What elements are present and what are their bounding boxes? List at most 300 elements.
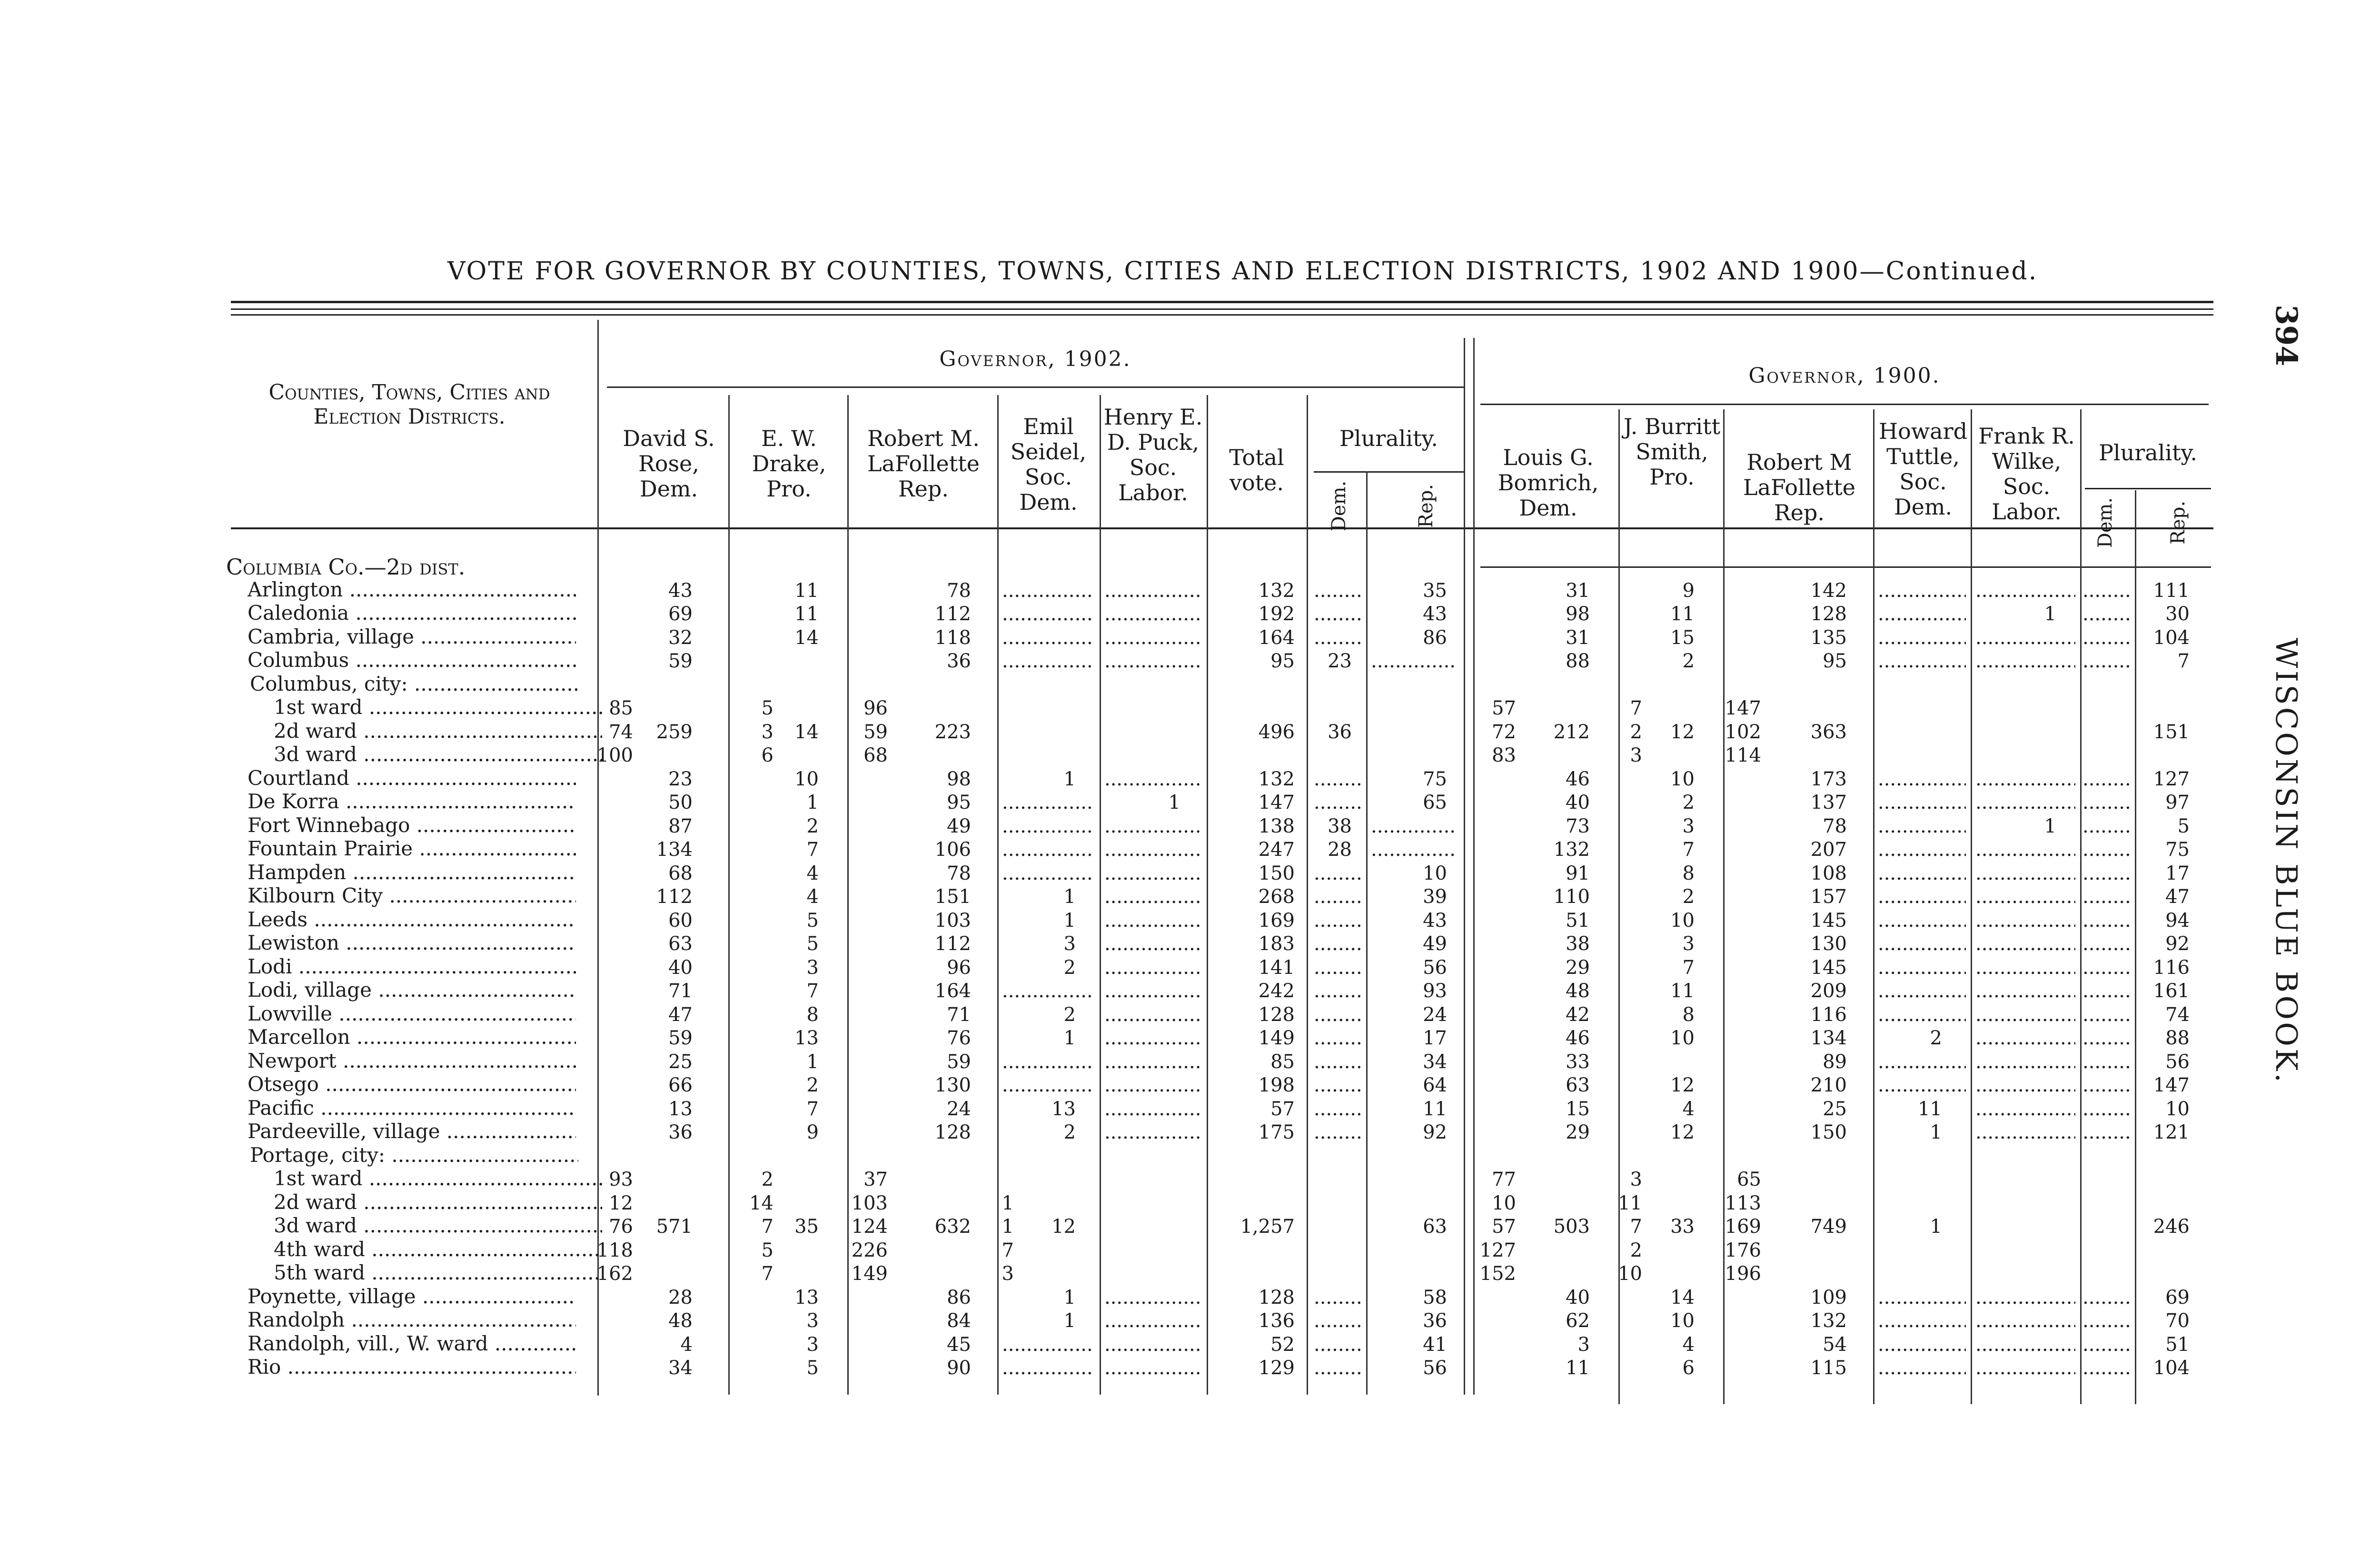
bomrich-header: Louis G. Bomrich, Dem. <box>1497 445 1599 521</box>
cell-bomrich: 48 <box>1566 980 1590 1002</box>
cell-total: 132 <box>1258 579 1295 602</box>
table-row <box>0 1051 2380 1075</box>
leader-dots <box>2082 862 2130 884</box>
cell-p00rep: 147 <box>2153 1074 2190 1096</box>
leader-dots <box>1002 980 1092 1002</box>
ward-cell-laf00_w: 65 <box>1737 1169 1761 1190</box>
ward-cell-laf02_w: 37 <box>863 1169 888 1190</box>
cell-pdem: 23 <box>1328 650 1352 672</box>
cell-total: 132 <box>1258 768 1295 790</box>
leader-dots <box>2082 1027 2130 1049</box>
cell-rose: 60 <box>668 909 693 932</box>
leader-dots <box>1002 1334 1092 1356</box>
cell-p00rep: 70 <box>2165 1310 2190 1332</box>
cell-seidel: 1 <box>1063 1310 1076 1332</box>
ward-cell-laf00_w: 196 <box>1725 1263 1761 1285</box>
cell-drake: 13 <box>794 1027 819 1049</box>
leader-dots <box>1314 603 1361 625</box>
ward-cell-rose_w: 76 <box>609 1216 633 1238</box>
leader-dots <box>1878 980 1966 1002</box>
cell-smith: 2 <box>1682 650 1695 672</box>
cell-rose: 134 <box>656 839 693 861</box>
cell-drake: 13 <box>794 1286 819 1308</box>
cell-p00rep: 10 <box>2165 1098 2190 1120</box>
district-name: 3d ward ..... <box>274 743 602 766</box>
cell-smith: 9 <box>1682 579 1695 602</box>
ward-cell-bomrich_w: 10 <box>1492 1192 1516 1214</box>
cell-laf02: 84 <box>947 1310 971 1332</box>
district-name: 3d ward ..... <box>274 1214 602 1237</box>
ward-cell-laf02_w: 103 <box>851 1192 888 1214</box>
table-row <box>0 674 2380 698</box>
cell-drake: 11 <box>794 579 819 602</box>
cell-tuttle: 11 <box>1918 1098 1942 1120</box>
leader-dots <box>1104 886 1202 908</box>
table-row <box>0 815 2380 839</box>
district-name: 5th ward ..... <box>274 1261 602 1284</box>
cell-prep: 56 <box>1423 1357 1447 1379</box>
header-bottom-rule <box>231 527 2213 529</box>
leader-dots <box>1975 862 2075 884</box>
leader-dots <box>1878 603 1966 625</box>
table-row <box>0 1331 2380 1358</box>
cell-drake: 11 <box>794 603 819 625</box>
plurality-1902-rep-header: Rep. <box>1415 484 1438 528</box>
cell-rose: 13 <box>668 1098 693 1120</box>
cell-seidel: 2 <box>1063 1003 1076 1026</box>
cell-drake: 4 <box>806 862 819 884</box>
cell-total: 242 <box>1258 980 1295 1002</box>
district-name: Columbus, city: ..... <box>250 672 578 695</box>
lafollette-1902-header: Robert M. LaFollette Rep. <box>867 426 980 502</box>
leader-dots <box>1104 627 1202 649</box>
cell-rose: 59 <box>668 1027 693 1049</box>
cell-laf00: 135 <box>1810 626 1847 649</box>
district-name: Marcellon ..... <box>248 1025 576 1049</box>
leader-dots <box>2082 603 2130 625</box>
leader-dots <box>1104 1357 1202 1379</box>
cell-rose: 47 <box>668 1003 693 1026</box>
cell-drake: 1 <box>806 1050 819 1073</box>
group-rule-1900 <box>1480 404 2209 405</box>
ward-cell-rose_w: 85 <box>609 697 633 719</box>
cell-total: 1,257 <box>1240 1216 1295 1238</box>
table-row <box>0 1357 2380 1381</box>
ward-cell-smith_w: 10 <box>1618 1263 1642 1285</box>
table-row <box>0 907 2380 933</box>
leader-dots <box>1002 603 1092 625</box>
cell-total: 150 <box>1258 862 1295 884</box>
leader-dots <box>1878 1357 1966 1379</box>
cell-laf00: 209 <box>1810 980 1847 1002</box>
cell-laf00: 210 <box>1810 1074 1847 1096</box>
leader-dots <box>2082 650 2130 672</box>
district-name: Courtland ..... <box>248 766 576 790</box>
leader-dots <box>1002 1074 1092 1096</box>
cell-prep: 41 <box>1423 1333 1447 1356</box>
cell-laf00: 116 <box>1810 1003 1847 1026</box>
cell-total: 164 <box>1258 626 1295 649</box>
cell-prep: 92 <box>1423 1121 1447 1143</box>
cell-p00rep: 92 <box>2165 933 2190 955</box>
leader-dots <box>1104 580 1202 602</box>
cell-laf00: 109 <box>1810 1286 1847 1308</box>
cell-smith: 10 <box>1670 909 1695 932</box>
cell-bomrich: 42 <box>1566 1003 1590 1026</box>
table-row <box>0 1284 2380 1310</box>
table-row <box>0 1027 2380 1051</box>
cell-laf00: 749 <box>1810 1216 1847 1238</box>
ward-cell-laf00_w: 169 <box>1725 1216 1761 1238</box>
table-row <box>0 1169 2380 1192</box>
cell-drake: 9 <box>806 1121 819 1143</box>
page-number: 394 <box>2269 305 2304 367</box>
plurality-rule-1902 <box>1314 471 1464 473</box>
cell-seidel: 1 <box>1063 1286 1076 1308</box>
cell-laf02: 118 <box>934 626 971 649</box>
cell-p00rep: 69 <box>2165 1286 2190 1308</box>
cell-laf02: 112 <box>934 603 971 625</box>
cell-seidel: 1 <box>1063 909 1076 932</box>
leader-dots <box>1975 839 2075 861</box>
cell-prep: 43 <box>1423 909 1447 932</box>
cell-prep: 56 <box>1423 956 1447 979</box>
cell-rose: 87 <box>668 815 693 837</box>
cell-bomrich: 110 <box>1553 886 1590 908</box>
table-row <box>0 768 2380 792</box>
leader-dots <box>1314 1310 1361 1332</box>
leader-dots <box>1314 957 1361 979</box>
leader-dots <box>1975 1287 2075 1308</box>
cell-total: 247 <box>1258 839 1295 861</box>
leader-dots <box>1975 1121 2075 1143</box>
leader-dots <box>2082 886 2130 908</box>
cell-laf02: 36 <box>947 650 971 672</box>
cell-rose: 259 <box>656 721 693 743</box>
cell-drake: 35 <box>794 1216 819 1238</box>
cell-smith: 11 <box>1670 603 1695 625</box>
leader-dots <box>2082 627 2130 649</box>
cell-smith: 3 <box>1682 815 1695 837</box>
leader-dots <box>1002 792 1092 813</box>
table-row <box>0 744 2380 768</box>
leader-dots <box>1878 1334 1966 1356</box>
cell-laf02: 78 <box>947 862 971 884</box>
cell-p00rep: 17 <box>2165 862 2190 884</box>
leader-dots <box>1975 627 2075 649</box>
leader-dots <box>2082 1334 2130 1356</box>
cell-prep: 49 <box>1423 933 1447 955</box>
cell-smith: 3 <box>1682 933 1695 955</box>
cell-drake: 5 <box>806 933 819 955</box>
cell-pdem: 38 <box>1328 815 1352 837</box>
cell-drake: 4 <box>806 886 819 908</box>
leader-dots <box>1975 792 2075 813</box>
cell-puck: 1 <box>1168 792 1180 813</box>
leader-dots <box>1314 862 1361 884</box>
cell-laf00: 54 <box>1823 1333 1847 1356</box>
ward-cell-bomrich_w: 77 <box>1492 1169 1516 1190</box>
cell-laf00: 134 <box>1810 1027 1847 1049</box>
leader-dots <box>1371 815 1457 837</box>
county-name: Columbia Co.—2d dist. <box>226 554 466 580</box>
table-row <box>0 624 2380 651</box>
leader-dots <box>1002 650 1092 672</box>
book-title: WISCONSIN BLUE BOOK. <box>2269 638 2304 1085</box>
leader-dots <box>2082 957 2130 979</box>
plurality-rule-1900 <box>2085 488 2211 489</box>
table-row <box>0 697 2380 721</box>
cell-prep: 65 <box>1423 792 1447 813</box>
ward-cell-drake_w: 6 <box>761 744 774 766</box>
district-name: Columbus ..... <box>248 648 576 672</box>
cell-rose: 4 <box>680 1333 693 1356</box>
leader-dots <box>1104 839 1202 861</box>
district-name: Lodi, village ..... <box>248 978 576 1001</box>
leader-dots <box>1104 933 1202 955</box>
leader-dots <box>1878 1004 1966 1026</box>
district-name: Pardeeville, village ..... <box>248 1120 576 1143</box>
cell-smith: 10 <box>1670 1027 1695 1049</box>
leader-dots <box>1104 650 1202 672</box>
cell-prep: 34 <box>1423 1050 1447 1073</box>
cell-rose: 69 <box>668 603 693 625</box>
leader-dots <box>1002 839 1092 861</box>
leader-dots <box>1104 1051 1202 1073</box>
cell-p00rep: 127 <box>2153 768 2190 790</box>
table-row <box>0 1239 2380 1263</box>
ward-cell-laf02_w: 68 <box>863 744 888 766</box>
cell-prep: 24 <box>1423 1003 1447 1026</box>
cell-drake: 2 <box>806 1074 819 1096</box>
plurality-1902-dem-header: Dem. <box>1328 480 1350 532</box>
cell-prep: 39 <box>1423 886 1447 908</box>
district-name: De Korra ..... <box>248 790 576 813</box>
cell-prep: 35 <box>1423 579 1447 602</box>
cell-laf02: 164 <box>934 980 971 1002</box>
ward-cell-smith_w: 7 <box>1630 697 1642 719</box>
ward-cell-rose_w: 74 <box>609 721 633 743</box>
cell-drake: 2 <box>806 815 819 837</box>
leader-dots <box>2082 1121 2130 1143</box>
district-name: Lodi ..... <box>248 955 576 978</box>
cell-tuttle: 1 <box>1930 1121 1942 1143</box>
table-row <box>0 1145 2380 1169</box>
cell-p00rep: 246 <box>2153 1216 2190 1238</box>
leader-dots <box>2082 1074 2130 1096</box>
table-row <box>0 886 2380 910</box>
cell-total: 268 <box>1258 886 1295 908</box>
ward-cell-drake_w: 2 <box>761 1169 774 1190</box>
cell-rose: 48 <box>668 1310 693 1332</box>
leader-dots <box>1314 1004 1361 1026</box>
ward-cell-drake_w: 3 <box>761 721 774 743</box>
cell-prep: 64 <box>1423 1074 1447 1096</box>
cell-smith: 15 <box>1670 626 1695 649</box>
cell-p00rep: 111 <box>2153 579 2190 602</box>
cell-drake: 5 <box>806 1357 819 1379</box>
ward-cell-seidel_w: 3 <box>1002 1263 1014 1285</box>
leader-dots <box>1975 1074 2075 1096</box>
cell-total: 128 <box>1258 1286 1295 1308</box>
cell-seidel: 1 <box>1063 768 1076 790</box>
cell-prep: 86 <box>1423 626 1447 649</box>
cell-prep: 63 <box>1423 1216 1447 1238</box>
plurality-1900-header: Plurality. <box>2098 440 2198 466</box>
county-heading-row <box>0 556 2380 580</box>
table-row <box>0 1121 2380 1145</box>
ward-cell-laf02_w: 96 <box>863 697 888 719</box>
leader-dots <box>1104 768 1202 790</box>
cell-drake: 7 <box>806 839 819 861</box>
leader-dots <box>1104 1310 1202 1332</box>
leader-dots <box>1314 980 1361 1002</box>
leader-dots <box>1878 957 1966 979</box>
ward-cell-drake_w: 14 <box>749 1192 774 1214</box>
cell-bomrich: 29 <box>1566 1121 1590 1143</box>
leader-dots <box>1314 1334 1361 1356</box>
table-row <box>0 1263 2380 1287</box>
district-name: 2d ward ..... <box>274 1190 602 1214</box>
cell-tuttle: 1 <box>1930 1216 1942 1238</box>
cell-total: 85 <box>1270 1050 1295 1073</box>
ward-cell-laf02_w: 226 <box>851 1239 888 1261</box>
cell-smith: 8 <box>1682 862 1695 884</box>
cell-laf00: 142 <box>1810 579 1847 602</box>
cell-total: 57 <box>1270 1098 1295 1120</box>
cell-total: 198 <box>1258 1074 1295 1096</box>
cell-p00rep: 5 <box>2177 815 2190 837</box>
leader-dots <box>1878 862 1966 884</box>
governor-1900-header: Governor, 1900. <box>1748 364 1941 388</box>
ward-cell-drake_w: 7 <box>761 1263 774 1285</box>
cell-total: 175 <box>1258 1121 1295 1143</box>
leader-dots <box>1878 792 1966 813</box>
cell-wilke: 1 <box>2044 815 2056 837</box>
cell-rose: 25 <box>668 1050 693 1073</box>
cell-laf02: 223 <box>934 721 971 743</box>
leader-dots <box>1975 1310 2075 1332</box>
district-name: 2d ward ..... <box>274 719 602 743</box>
cell-total: 192 <box>1258 603 1295 625</box>
leader-dots <box>2082 980 2130 1002</box>
table-row <box>0 1192 2380 1216</box>
cell-smith: 10 <box>1670 1310 1695 1332</box>
cell-laf00: 95 <box>1823 650 1847 672</box>
ward-cell-bomrich_w: 57 <box>1492 1216 1516 1238</box>
leader-dots <box>1975 768 2075 790</box>
district-name: Leeds ..... <box>248 908 576 931</box>
cell-rose: 36 <box>668 1121 693 1143</box>
cell-tuttle: 2 <box>1930 1027 1942 1049</box>
cell-drake: 8 <box>806 1003 819 1026</box>
cell-prep: 75 <box>1423 768 1447 790</box>
cell-laf02: 96 <box>947 956 971 979</box>
cell-laf02: 128 <box>934 1121 971 1143</box>
ward-cell-smith_w: 7 <box>1630 1216 1642 1238</box>
ward-cell-laf00_w: 113 <box>1725 1192 1761 1214</box>
cell-smith: 12 <box>1670 721 1695 743</box>
leader-dots <box>1878 1287 1966 1308</box>
cell-rose: 23 <box>668 768 693 790</box>
leader-dots <box>2082 910 2130 932</box>
leader-dots <box>1878 910 1966 932</box>
cell-seidel: 13 <box>1051 1098 1076 1120</box>
cell-smith: 11 <box>1670 980 1695 1002</box>
district-name: 1st ward ..... <box>274 1167 602 1190</box>
ward-cell-smith_w: 11 <box>1618 1192 1642 1214</box>
leader-dots <box>1002 627 1092 649</box>
top-rule-1 <box>231 301 2213 303</box>
cell-smith: 2 <box>1682 792 1695 813</box>
leader-dots <box>1878 1074 1966 1096</box>
leader-dots <box>1878 580 1966 602</box>
tuttle-header: Howard Tuttle, Soc. Dem. <box>1878 418 1968 520</box>
cell-smith: 6 <box>1682 1357 1695 1379</box>
ward-cell-smith_w: 2 <box>1630 721 1642 743</box>
leader-dots <box>1314 1357 1361 1379</box>
ward-cell-smith_w: 3 <box>1630 744 1642 766</box>
leader-dots <box>1878 886 1966 908</box>
leader-dots <box>2082 1287 2130 1308</box>
cell-drake: 3 <box>806 1310 819 1332</box>
leader-dots <box>1314 1287 1361 1308</box>
leader-dots <box>1002 815 1092 837</box>
cell-laf00: 145 <box>1810 956 1847 979</box>
cell-total: 183 <box>1258 933 1295 955</box>
cell-seidel: 2 <box>1063 956 1076 979</box>
cell-total: 169 <box>1258 909 1295 932</box>
cell-p00rep: 7 <box>2177 650 2190 672</box>
rose-header: David S. Rose, Dem. <box>623 426 715 502</box>
cell-p00rep: 75 <box>2165 839 2190 861</box>
leader-dots <box>1975 1334 2075 1356</box>
cell-laf02: 90 <box>947 1357 971 1379</box>
cell-rose: 112 <box>656 886 693 908</box>
cell-laf02: 71 <box>947 1003 971 1026</box>
table-row <box>0 1310 2380 1334</box>
leader-dots <box>1975 886 2075 908</box>
district-name: 1st ward ..... <box>274 695 602 719</box>
ward-cell-laf00_w: 176 <box>1725 1239 1761 1261</box>
cell-pdem: 36 <box>1328 721 1352 743</box>
leader-dots <box>1314 1027 1361 1049</box>
cell-laf02: 130 <box>934 1074 971 1096</box>
cell-laf02: 78 <box>947 579 971 602</box>
table-row <box>0 980 2380 1004</box>
leader-dots <box>1878 768 1966 790</box>
cell-bomrich: 15 <box>1566 1098 1590 1120</box>
leader-dots <box>1104 1098 1202 1120</box>
leader-dots <box>1975 650 2075 672</box>
cell-seidel: 12 <box>1051 1216 1076 1238</box>
leader-dots <box>1002 1051 1092 1073</box>
district-name: Arlington ..... <box>248 578 576 601</box>
cell-bomrich: 11 <box>1566 1357 1590 1379</box>
cell-rose: 32 <box>668 626 693 649</box>
leader-dots <box>1878 933 1966 955</box>
cell-smith: 12 <box>1670 1074 1695 1096</box>
cell-rose: 59 <box>668 650 693 672</box>
cell-rose: 68 <box>668 862 693 884</box>
districts-header: Counties, Towns, Cities and Election Districts. <box>268 380 550 429</box>
table-row <box>0 577 2380 604</box>
top-rule-3 <box>231 314 2213 316</box>
leader-dots <box>2082 792 2130 813</box>
leader-dots <box>1975 980 2075 1002</box>
leader-dots <box>1975 1051 2075 1073</box>
table-row <box>0 1074 2380 1098</box>
